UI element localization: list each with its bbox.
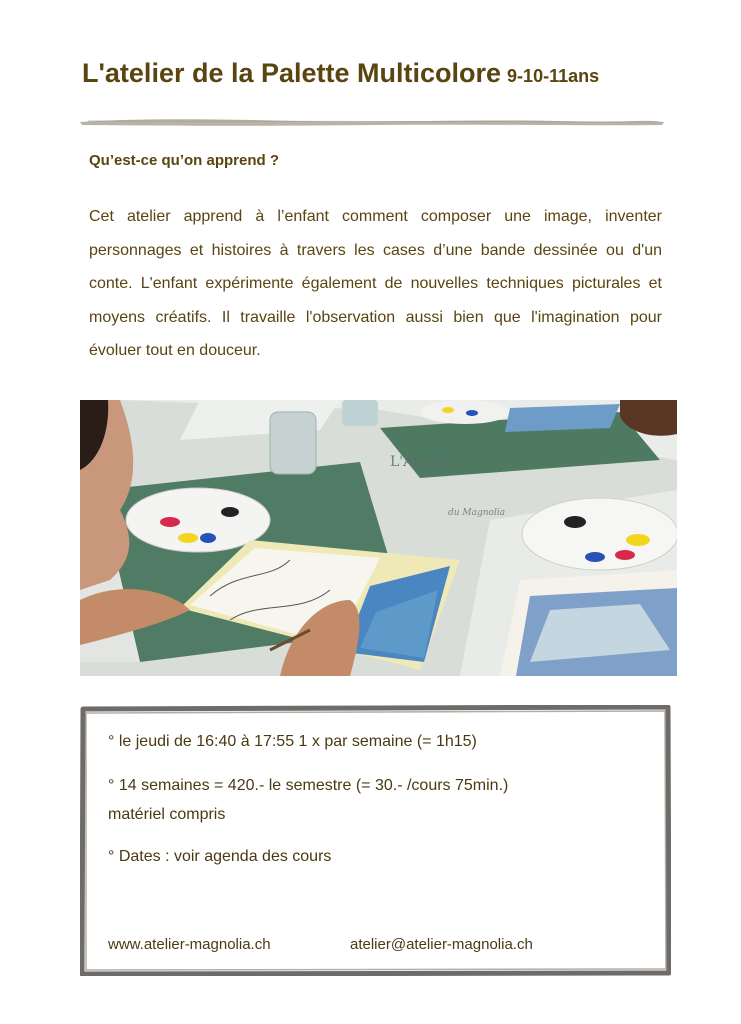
photo-watermark-sub: du Magnolia xyxy=(448,508,506,518)
workshop-photo xyxy=(80,400,677,676)
section-heading: Qu’est-ce qu’on apprend ? xyxy=(89,152,280,169)
description-paragraph: Cet atelier apprend à l’enfant comment composer une image, inventer personnages et histoires à travers les cases d’une bande dessinée ou d'un conte. L'enfant expérimente également de nouvelles techniques picturales et moyens créatifs. Il travaille l'observation aussi bien que l'imagination pour évoluer tout en douceur. xyxy=(89,208,662,359)
dates-line: ° Dates : voir agenda des cours xyxy=(108,848,332,865)
website-link[interactable]: www.atelier-magnolia.ch xyxy=(108,936,271,953)
brush-stroke-divider xyxy=(78,116,666,128)
price-line: ° 14 semaines = 420.- le semestre (= 30.- /cours 75min.) xyxy=(108,777,509,794)
email-link[interactable]: atelier@atelier-magnolia.ch xyxy=(350,936,533,953)
schedule-line: ° le jeudi de 16:40 à 17:55 1 x par semaine (= 1h15) xyxy=(108,733,477,750)
workshop-title: L'atelier de la Palette Multicolore xyxy=(82,58,502,88)
age-range: 9-10-11ans xyxy=(507,66,600,86)
material-line: matériel compris xyxy=(108,806,226,823)
page-title xyxy=(82,58,702,89)
photo-watermark: L'Atelier xyxy=(390,454,451,470)
